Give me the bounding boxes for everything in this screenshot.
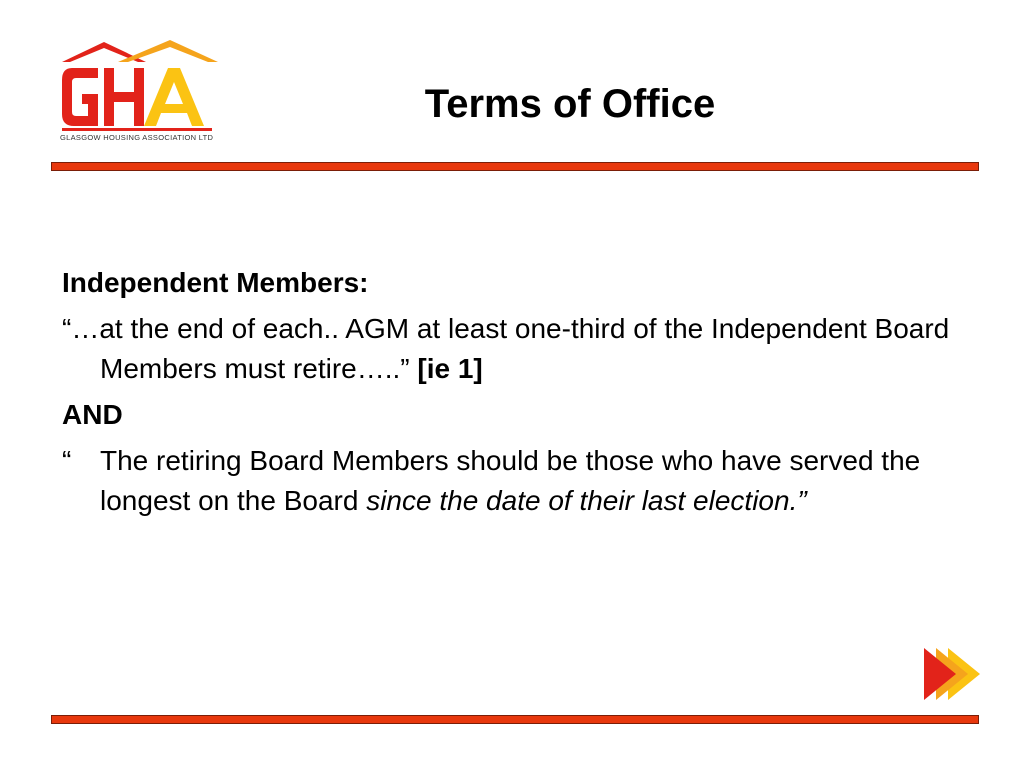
logo-tagline: GLASGOW HOUSING ASSOCIATION LTD	[60, 133, 214, 142]
bottom-divider	[51, 715, 979, 724]
gha-logo-mark	[58, 38, 222, 134]
bullet-text: The retiring Board Members should be those who have served the longest on the Board	[100, 445, 921, 516]
next-slide-arrows-icon[interactable]	[924, 646, 982, 702]
quote-text: “…at the end of each.. AGM at least one-third of the Independent Board Members must retire…..”	[62, 313, 950, 384]
bullet-paragraph	[62, 441, 997, 521]
slide-body	[62, 263, 997, 521]
top-divider	[51, 162, 979, 171]
connector-and: AND	[62, 399, 123, 430]
gha-logo	[58, 38, 222, 146]
section-heading: Independent Members:	[62, 267, 369, 298]
quote-note: [ie 1]	[417, 353, 483, 384]
quote-paragraph	[62, 309, 997, 389]
bullet-mark: “	[62, 445, 72, 476]
slide-title: Terms of Office	[424, 82, 716, 126]
next-arrows-graphic	[924, 646, 982, 702]
bullet-italic-text: since the date of their last election.”	[366, 485, 807, 516]
